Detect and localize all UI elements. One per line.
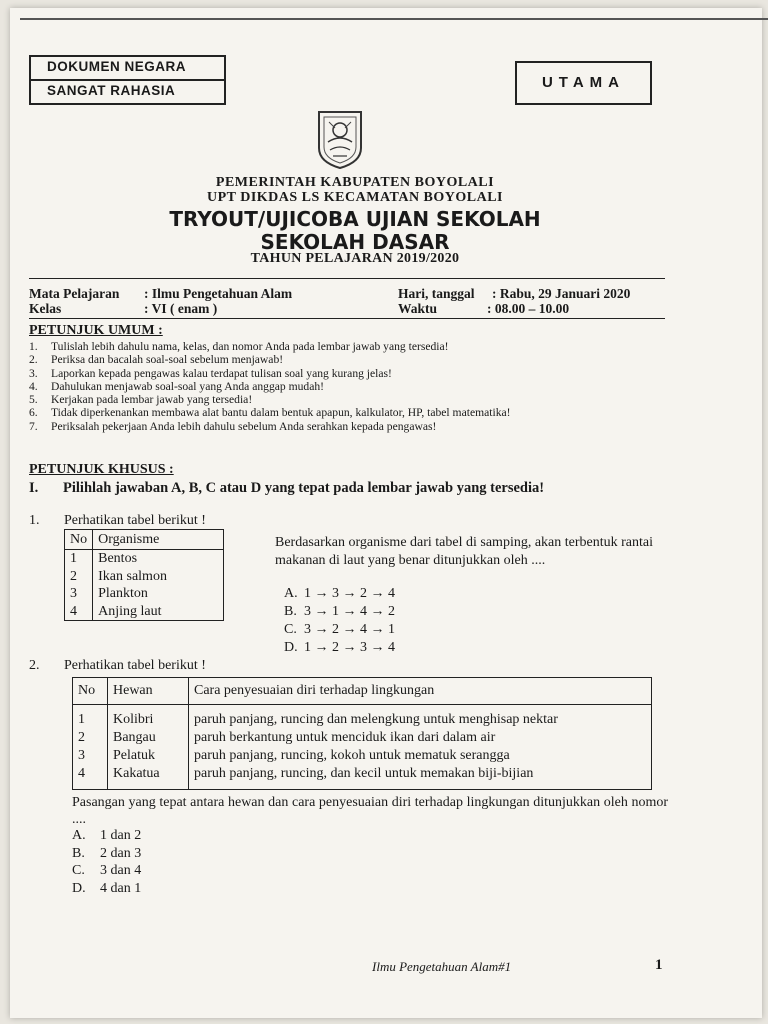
top-divider [20, 18, 768, 20]
info-divider-top [29, 278, 665, 279]
subject-value: : Ilmu Pengetahuan Alam [144, 286, 293, 301]
question-2-intro: Perhatikan tabel berikut ! [64, 658, 206, 673]
subject-label: Mata Pelajaran [29, 286, 120, 301]
table-header: Organisme [93, 530, 224, 550]
doc-label-2: SANGAT RAHASIA [31, 79, 224, 103]
doc-label-1: DOKUMEN NEGARA [47, 59, 187, 74]
date-label: Hari, tanggal [398, 286, 475, 301]
specific-instructions-title: PETUNJUK KHUSUS : [29, 462, 174, 477]
document-classification-box [29, 55, 226, 105]
government-name: PEMERINTAH KABUPATEN BOYOLALI [215, 175, 495, 190]
answer-option[interactable]: C. 3 dan 4 [72, 863, 142, 878]
boyolali-emblem-icon [315, 108, 365, 170]
class-value: : VI ( enam ) [144, 301, 218, 316]
question-1-intro: Perhatikan tabel berikut ! [64, 513, 206, 528]
answer-option[interactable]: D. 4 dan 1 [72, 880, 142, 896]
table-body [73, 705, 652, 790]
general-instructions-list [29, 340, 669, 433]
adaptation-column: paruh panjang, runcing dan melengkung untuk menghisap nektar paruh berkantung untuk menciduk ikan dari dalam air paruh panjang, runcing, kokoh untuk mematuk serangga paruh panjang, runcing, dan kecil untuk memakan biji-bijian [189, 705, 652, 790]
time-value: : 08.00 – 10.00 [487, 301, 570, 316]
question-2-options [72, 827, 141, 897]
number-column: 1 2 3 4 [73, 705, 108, 790]
exam-title: TRYOUT/UJICOBA UJIAN SEKOLAH [169, 207, 541, 231]
list-item: 1. Tulislah lebih dahulu nama, kelas, dan nomor Anda pada lembar jawab yang tersedia! [29, 340, 449, 353]
list-item: 4. Dahulukan menjawab soal-soal yang Anda anggap mudah! [29, 379, 325, 393]
table-row: 4 Anjing laut [65, 603, 224, 621]
list-item: 5. Kerjakan pada lembar jawab yang tersedia! [29, 393, 253, 407]
table-header: Hewan [108, 678, 189, 705]
table-row: 2 Ikan salmon [65, 568, 224, 586]
table-header: No [73, 678, 108, 705]
date-value: : Rabu, 29 Januari 2020 [492, 286, 631, 301]
table-row: 1 Bentos [65, 550, 224, 568]
list-item: 3. Laporkan kepada pengawas kalau terdapat tulisan soal yang kurang jelas! [29, 366, 392, 380]
general-instructions-title: PETUNJUK UMUM : [29, 323, 163, 338]
table-header: Cara penyesuaian diri terhadap lingkungan [189, 678, 652, 705]
list-item: 6. Tidak diperkenankan membawa alat bantu dalam bentuk apapun, kalkulator, HP, tabel matematika! [29, 406, 511, 420]
page-number: 1 [655, 957, 663, 973]
answer-option[interactable]: B. 3 → 1 → 4 → 2 [284, 604, 395, 619]
table-row: 3 Plankton [65, 585, 224, 603]
info-divider-bottom [29, 318, 665, 319]
question-1-number: 1. [29, 513, 40, 528]
animal-adaptation-table [72, 677, 652, 790]
answer-option[interactable]: A. 1 → 3 → 2 → 4 [284, 586, 395, 601]
animal-column: Kolibri Bangau Pelatuk Kakatua [108, 705, 189, 790]
question-2-text: Pasangan yang tepat antara hewan dan cara penyesuaian diri terhadap lingkungan ditunjukkan oleh nomor .... [72, 795, 668, 827]
list-item: 7. Periksalah pekerjaan Anda lebih dahulu sebelum Anda serahkan kepada pengawas! [29, 419, 437, 433]
class-label: Kelas [29, 301, 62, 316]
answer-option[interactable]: D. 1 → 2 → 3 → 4 [284, 640, 395, 655]
utama-badge: UTAMA [515, 61, 652, 105]
school-level: SEKOLAH DASAR [260, 230, 450, 254]
answer-option[interactable]: A. 1 dan 2 [72, 828, 142, 843]
academic-year: TAHUN PELAJARAN 2019/2020 [250, 251, 460, 266]
answer-option[interactable]: C. 3 → 2 → 4 → 1 [284, 622, 395, 637]
time-label: Waktu [398, 301, 438, 316]
question-1-text: Berdasarkan organisme dari tabel di samping, akan terbentuk rantai makanan di laut yang benar ditunjukkan oleh .... [275, 535, 653, 568]
footer-subject: Ilmu Pengetahuan Alam#1 [372, 959, 512, 974]
organism-table [64, 529, 224, 621]
table-header: No [65, 530, 93, 550]
question-2-number: 2. [29, 658, 40, 673]
list-item: 2. Periksa dan bacalah soal-soal sebelum menjawab! [29, 353, 284, 367]
answer-option[interactable]: B. 2 dan 3 [72, 845, 142, 861]
office-name: UPT DIKDAS LS KECAMATAN BOYOLALI [206, 190, 504, 205]
